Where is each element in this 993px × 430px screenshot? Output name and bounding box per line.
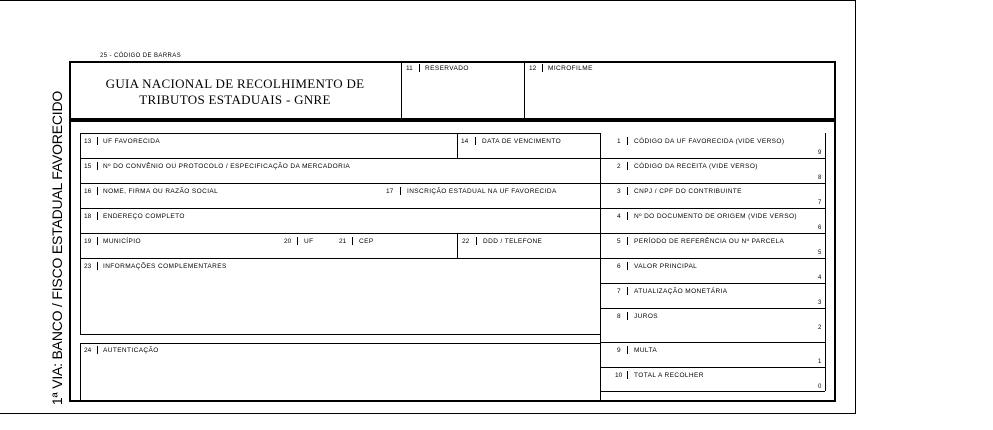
right-field-5-tick — [627, 237, 628, 245]
line-after-15 — [80, 183, 600, 184]
right-field-10-digit: 0 — [818, 384, 822, 390]
field-24-number: 24 — [84, 347, 92, 354]
via-side-label: 1ª VIA: BANCO / FISCO ESTADUAL FAVORECIDO — [49, 90, 65, 406]
right-bottom-line — [601, 391, 825, 392]
microfilme-number: 12 — [529, 65, 537, 72]
right-field-5-number: 5 — [617, 238, 621, 245]
right-field-3-digit: 7 — [818, 200, 822, 206]
field-16-tick — [97, 187, 98, 195]
field-13-tick — [97, 137, 98, 145]
right-field-6-digit: 4 — [818, 275, 822, 281]
field-18-label: ENDEREÇO COMPLETO — [103, 213, 185, 220]
field-23-number: 23 — [84, 263, 92, 270]
form-title-line1: GUIA NACIONAL DE RECOLHIMENTO DE — [105, 76, 365, 91]
field-15-tick — [97, 162, 98, 170]
right-field-2-tick — [627, 162, 628, 170]
form-title-line2: TRIBUTOS ESTADUAIS - GNRE — [139, 92, 331, 107]
reservado-number: 11 — [406, 65, 413, 72]
right-field-2-digit: 8 — [818, 175, 822, 181]
right-field-9-number: 9 — [617, 347, 621, 354]
line-after-18 — [80, 233, 600, 234]
right-field-5-digit: 5 — [818, 250, 822, 256]
right-field-2-label: CÓDIGO DA RECEITA (VIDE VERSO) — [634, 163, 758, 170]
field-23-tick — [97, 262, 98, 270]
field-19-tick — [97, 237, 98, 245]
line-after-13 — [80, 158, 600, 159]
field-15-number: 15 — [84, 163, 92, 170]
box22-divider — [457, 233, 458, 258]
field-14-tick — [475, 137, 476, 145]
right-field-6-label: VALOR PRINCIPAL — [634, 263, 698, 270]
field-22-tick — [476, 237, 477, 245]
right-sep-8 — [601, 342, 825, 343]
right-field-8-digit: 2 — [818, 325, 822, 331]
line-after-23 — [80, 334, 600, 335]
field-18-tick — [97, 212, 98, 220]
microfilme-tick — [542, 64, 543, 72]
field-16-number: 16 — [84, 188, 92, 195]
right-field-10-tick — [627, 371, 628, 379]
form-title — [90, 76, 380, 108]
field-23-label: INFORMAÇÕES COMPLEMENTARES — [103, 263, 227, 270]
right-field-5-label: PERÍODO DE REFERÊNCIA OU Nº PARCELA — [634, 238, 785, 245]
right-field-1-label: CÓDIGO DA UF FAVORECIDA (VIDE VERSO) — [634, 138, 785, 145]
field-21-tick — [352, 237, 353, 245]
field-19-number: 19 — [84, 238, 92, 245]
field-17-label: INSCRIÇÃO ESTADUAL NA UF FAVORECIDA — [407, 188, 557, 195]
right-field-9-digit: 1 — [818, 359, 822, 365]
right-field-9-label: MULTA — [634, 347, 658, 354]
field-20-label: UF — [304, 238, 314, 245]
field-19-label: MUNICÍPIO — [103, 238, 141, 245]
right-field-1-tick — [627, 137, 628, 145]
right-field-3-number: 3 — [617, 188, 621, 195]
reservado-divider — [401, 62, 402, 119]
right-sep-5 — [601, 258, 825, 259]
box24-left-edge — [80, 343, 81, 401]
right-column-edge — [825, 133, 826, 391]
right-sep-4 — [601, 233, 825, 234]
field-16-label: NOME, FIRMA OU RAZÃO SOCIAL — [103, 188, 219, 195]
field-24-label: AUTENTICAÇÃO — [103, 347, 159, 354]
right-sep-1 — [601, 158, 825, 159]
barcode-label: 25 - CÓDIGO DE BARRAS — [100, 53, 182, 59]
left-top-line — [80, 133, 600, 134]
right-field-1-digit: 9 — [818, 150, 822, 156]
right-field-6-tick — [627, 262, 628, 270]
field-15-label: Nº DO CONVÊNIO OU PROTOCOLO / ESPECIFICAÇÃO DA MERCADORIA — [103, 163, 351, 170]
right-field-7-tick — [627, 287, 628, 295]
right-sep-6 — [601, 283, 825, 284]
field-21-number: 21 — [339, 238, 347, 245]
microfilme-divider — [524, 62, 525, 119]
right-sep-9 — [601, 367, 825, 368]
field-24-tick — [97, 346, 98, 354]
field-17-number: 17 — [386, 188, 394, 195]
reservado-label: RESERVADO — [425, 65, 469, 72]
field-22-number: 22 — [462, 238, 470, 245]
right-field-2-number: 2 — [617, 163, 621, 170]
right-field-9-tick — [627, 346, 628, 354]
right-field-10-number: 10 — [615, 372, 623, 379]
field-14-label: DATA DE VENCIMENTO — [482, 138, 562, 145]
page-bottom-border — [0, 413, 856, 414]
right-field-4-label: Nº DO DOCUMENTO DE ORIGEM (VIDE VERSO) — [634, 213, 797, 220]
right-sep-3 — [601, 208, 825, 209]
field-13-label: UF FAVORECIDA — [103, 138, 161, 145]
field-13-number: 13 — [84, 138, 92, 145]
right-field-4-number: 4 — [617, 213, 621, 220]
right-sep-7 — [601, 308, 825, 309]
right-field-1-number: 1 — [617, 138, 621, 145]
field-20-tick — [297, 237, 298, 245]
field-20-number: 20 — [284, 238, 292, 245]
reservado-tick — [419, 64, 420, 72]
field-22-label: DDD / TELEFONE — [483, 238, 543, 245]
right-field-7-number: 7 — [617, 288, 621, 295]
right-field-8-number: 8 — [617, 313, 621, 320]
right-field-6-number: 6 — [617, 263, 621, 270]
line-after-19 — [80, 258, 600, 259]
page-right-border — [855, 0, 856, 413]
right-field-10-label: TOTAL A RECOLHER — [634, 372, 704, 379]
right-field-8-tick — [627, 312, 628, 320]
right-field-8-label: JUROS — [634, 313, 659, 320]
box24-top-line — [80, 343, 600, 344]
microfilme-label: MICROFILME — [548, 65, 593, 72]
right-field-4-tick — [627, 212, 628, 220]
field-21-label: CEP — [359, 238, 374, 245]
field-18-number: 18 — [84, 213, 92, 220]
field-14-number: 14 — [461, 138, 469, 145]
right-field-7-digit: 3 — [818, 300, 822, 306]
line-after-16 — [80, 208, 600, 209]
right-field-3-label: CNPJ / CPF DO CONTRIBUINTE — [634, 188, 742, 195]
right-field-7-label: ATUALIZAÇÃO MONETÁRIA — [634, 288, 728, 295]
right-field-3-tick — [627, 187, 628, 195]
right-field-4-digit: 6 — [818, 225, 822, 231]
field-17-tick — [400, 187, 401, 195]
box14-divider — [457, 133, 458, 158]
right-sep-2 — [601, 183, 825, 184]
page-top-border — [0, 0, 855, 1]
